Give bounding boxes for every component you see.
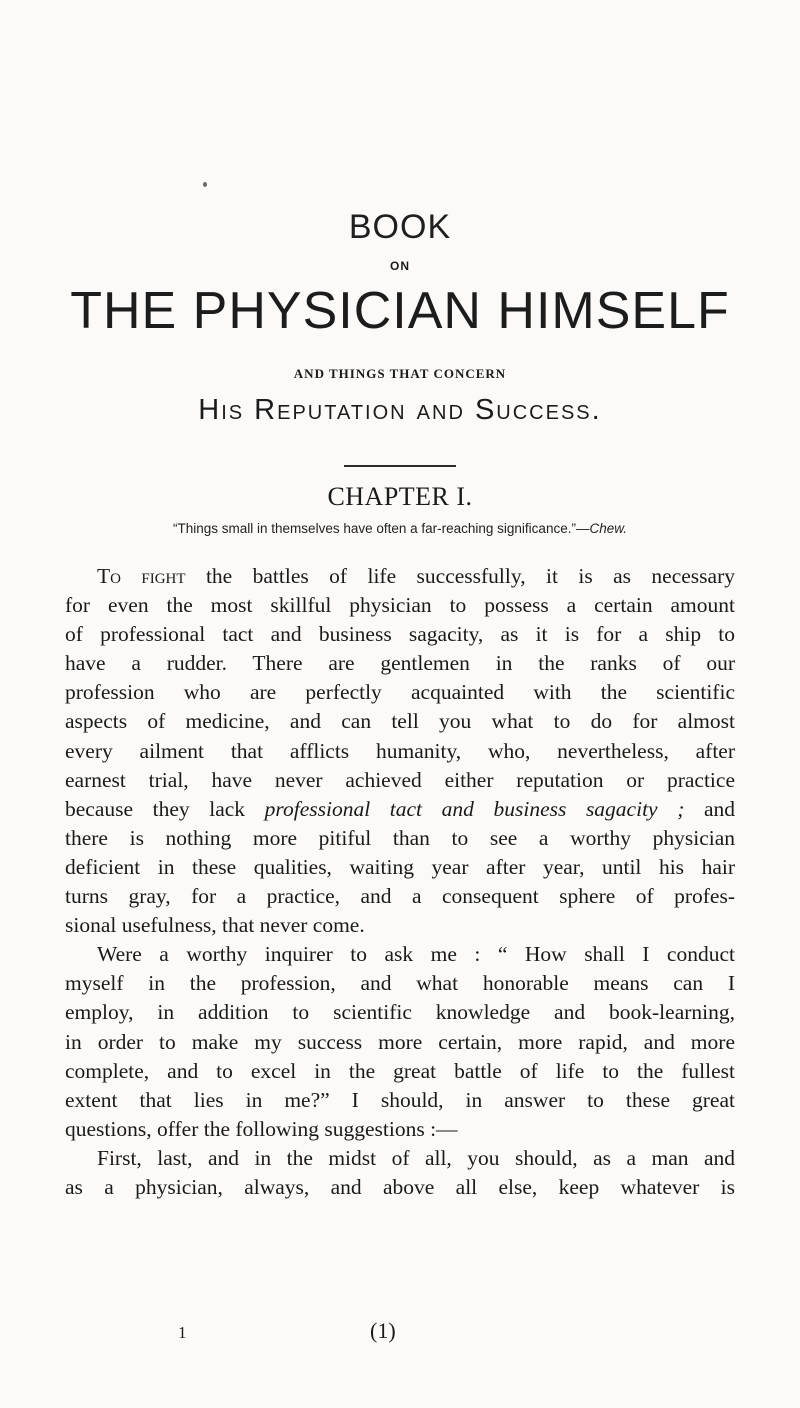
divider-rule	[344, 465, 456, 467]
chapter-body	[65, 562, 735, 1202]
body-line: questions, offer the following suggestions :—	[65, 1116, 458, 1141]
signature-mark: 1	[178, 1323, 187, 1342]
ink-speck	[203, 182, 207, 187]
italic-emphasis: professional tact and business sagacity ;	[264, 796, 685, 821]
body-line: for even the most skillful physician to possess a certain amount	[65, 593, 735, 618]
body-line	[65, 795, 735, 824]
body-line: employ, in addition to scientific knowledge and book-learning,	[65, 1000, 735, 1025]
on-label: ON	[390, 259, 410, 273]
chapter-heading: CHAPTER I.	[327, 482, 473, 511]
body-line	[65, 562, 735, 591]
body-line: there is nothing more pitiful than to see a worthy physician	[65, 825, 735, 850]
epigraph	[0, 522, 800, 536]
page-title: THE PHYSICIAN HIMSELF	[70, 282, 730, 340]
page-footer	[65, 1320, 735, 1350]
body-line: earnest trial, have never achieved either reputation or practice	[65, 767, 735, 792]
body-text-span: the battles of life successfully, it is as necessary	[185, 564, 735, 588]
body-line: First, last, and in the midst of all, you should, as a man and	[97, 1145, 735, 1170]
epigraph-quote: “Things small in themselves have often a far-reaching significance.”—	[173, 521, 590, 536]
body-line: extent that lies in me?” I should, in answer to these great	[65, 1087, 735, 1112]
subtitle: AND THINGS THAT CONCERN	[293, 366, 507, 381]
body-line: Were a worthy inquirer to ask me : “ How shall I conduct	[97, 942, 735, 967]
body-line: aspects of medicine, and can tell you what to do for almost	[65, 709, 735, 734]
body-line: as a physician, always, and above all else, keep whatever is	[65, 1174, 735, 1199]
body-text-span: because they lack	[65, 796, 265, 821]
subtitle-reputation: His Reputation and Success.	[198, 394, 602, 426]
epigraph-author: Chew.	[589, 521, 627, 536]
body-line: in order to make my success more certain, more rapid, and more	[65, 1029, 735, 1054]
body-line: have a rudder. There are gentlemen in the ranks of our	[65, 651, 735, 676]
body-line: deficient in these qualities, waiting year after year, until his hair	[65, 854, 735, 879]
page-number: (1)	[370, 1318, 396, 1343]
body-line: myself in the profession, and what honorable means can I	[65, 971, 735, 996]
body-line: complete, and to excel in the great battle of life to the fullest	[65, 1058, 735, 1083]
body-line: turns gray, for a practice, and a consequent sphere of profes-	[65, 884, 735, 909]
body-line: sional usefulness, that never come.	[65, 913, 365, 938]
opening-small-caps: To fight	[97, 564, 186, 588]
body-line: every ailment that afflicts humanity, who, nevertheless, after	[65, 738, 735, 763]
book-label: BOOK	[348, 208, 452, 246]
body-line: of professional tact and business sagacity, as it is for a ship to	[65, 622, 735, 647]
body-line: profession who are perfectly acquainted with the scientific	[65, 680, 735, 705]
body-text-span: and	[684, 796, 736, 821]
